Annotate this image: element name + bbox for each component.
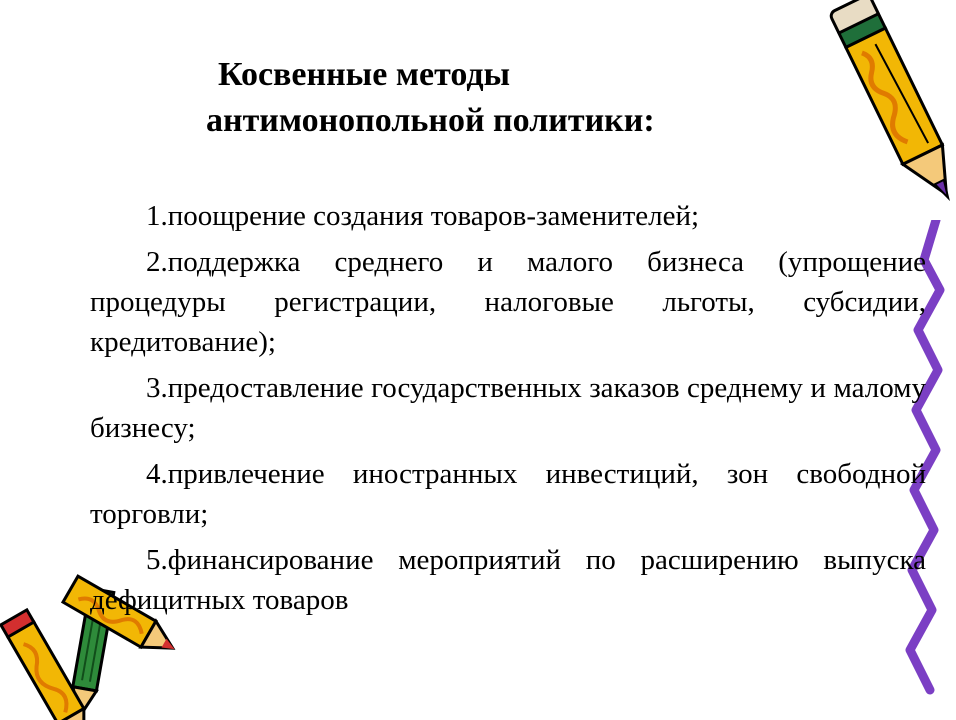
list-item-5: 5.финансирование мероприятий по расширению выпуска дефицитных товаров	[90, 544, 926, 616]
list-item-2: 2.поддержка среднего и малого бизнеса (упрощение процедуры регистрации, налоговые льготы, субсидии, кредитование);	[90, 246, 926, 358]
methods-list	[90, 196, 926, 626]
list-item-3: 3.предоставление государственных заказов среднему и малому бизнесу;	[90, 372, 926, 444]
slide-title-line-2: антимонопольной политики:	[206, 102, 655, 139]
list-item-1: 1.поощрение создания товаров-заменителей;	[146, 200, 700, 232]
slide-title-line-1: Косвенные методы	[218, 56, 511, 93]
list-item-4: 4.привлечение иностранных инвестиций, зон свободной торговли;	[90, 458, 926, 530]
